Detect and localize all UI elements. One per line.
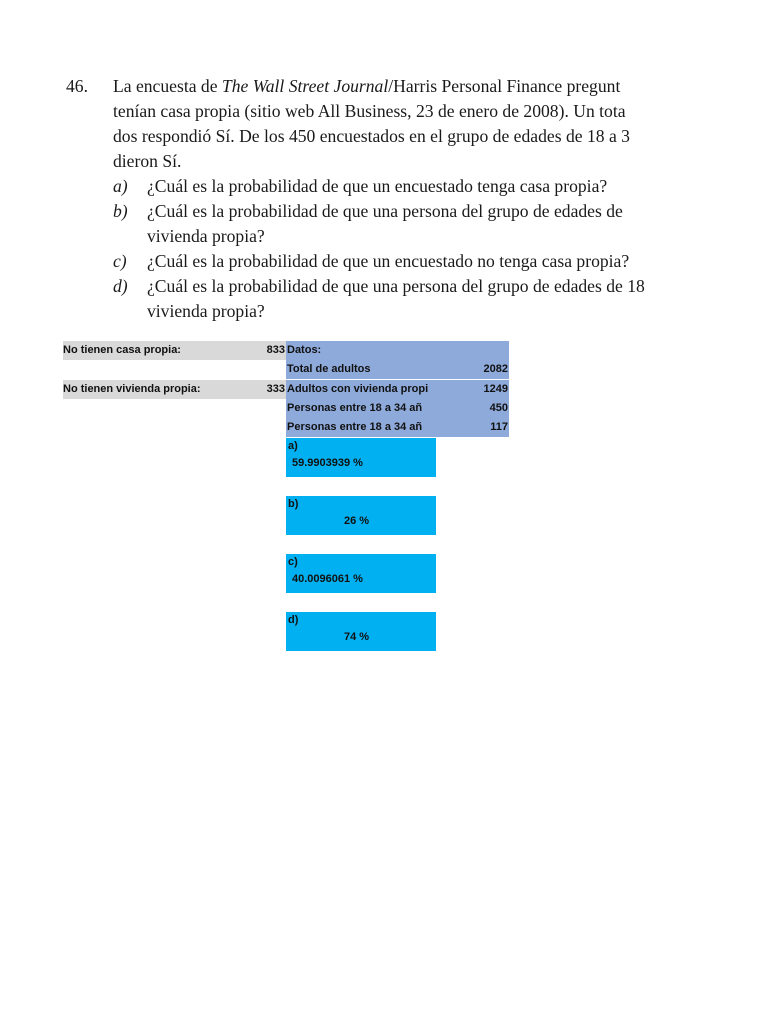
answer-d-label: d) (288, 614, 299, 626)
cell-datos-header[interactable]: Datos: (286, 341, 509, 360)
question-c-text: ¿Cuál es la probabilidad de que un encuestado no tenga casa propia? (147, 251, 630, 271)
problem-number: 46. (66, 76, 88, 96)
problem-text (66, 74, 660, 324)
answer-box-c[interactable] (286, 554, 436, 593)
answer-box-a[interactable] (286, 438, 436, 477)
problem-line-4: dieron Sí. (113, 151, 182, 171)
cell-personas-18-34-label[interactable]: Personas entre 18 a 34 añ (286, 399, 436, 418)
cell-personas-18-34-si-value[interactable]: 117 (436, 418, 509, 437)
question-b-label: b) (113, 201, 128, 221)
answer-box-d[interactable] (286, 612, 436, 651)
answer-b-label: b) (288, 498, 299, 510)
cell-no-casa-label[interactable]: No tienen casa propia: (63, 341, 286, 360)
problem-line-1-prefix: La encuesta de (113, 76, 222, 96)
problem-line-3: dos respondió Sí. De los 450 encuestados en el grupo de edades de 18 a 3 (113, 126, 630, 146)
answer-a-label: a) (288, 440, 298, 452)
cell-personas-18-34-value[interactable]: 450 (436, 399, 509, 418)
question-d-text: ¿Cuál es la probabilidad de que una persona del grupo de edades de 18 (147, 276, 645, 296)
cell-total-adultos-label[interactable]: Total de adultos (286, 360, 436, 379)
answer-c-value: 40.0096061 % (292, 573, 363, 585)
answer-b-value: 26 % (344, 515, 370, 527)
question-d-label: d) (113, 276, 128, 296)
cell-adultos-vivienda-label[interactable]: Adultos con vivienda propi (286, 380, 436, 399)
cell-personas-18-34-si-label[interactable]: Personas entre 18 a 34 añ (286, 418, 436, 437)
cell-adultos-vivienda-value[interactable]: 1249 (436, 380, 509, 399)
question-a-label: a) (113, 176, 128, 196)
answer-c-label: c) (288, 556, 298, 568)
question-b-text: ¿Cuál es la probabilidad de que una persona del grupo de edades de (147, 201, 623, 221)
cell-no-vivienda-label[interactable]: No tienen vivienda propia: (63, 380, 286, 399)
problem-line-1-suffix: /Harris Personal Finance pregunt (388, 76, 621, 96)
cell-total-adultos-value[interactable]: 2082 (436, 360, 509, 379)
answer-box-b[interactable] (286, 496, 436, 535)
answer-a-value: 59.9903939 % (292, 457, 363, 469)
answer-d-value: 74 % (344, 631, 370, 643)
problem-line-1 (113, 74, 620, 99)
cell-no-vivienda-value[interactable]: 333 (266, 383, 285, 395)
question-a-text: ¿Cuál es la probabilidad de que un encuestado tenga casa propia? (147, 176, 608, 196)
question-c-label: c) (113, 251, 127, 271)
question-b-text-cont: vivienda propia? (147, 226, 265, 246)
cell-no-casa-value[interactable]: 833 (266, 344, 285, 356)
question-d-text-cont: vivienda propia? (147, 301, 265, 321)
problem-line-2: tenían casa propia (sitio web All Business, 23 de enero de 2008). Un tota (113, 101, 626, 121)
journal-name: The Wall Street Journal (221, 76, 389, 96)
